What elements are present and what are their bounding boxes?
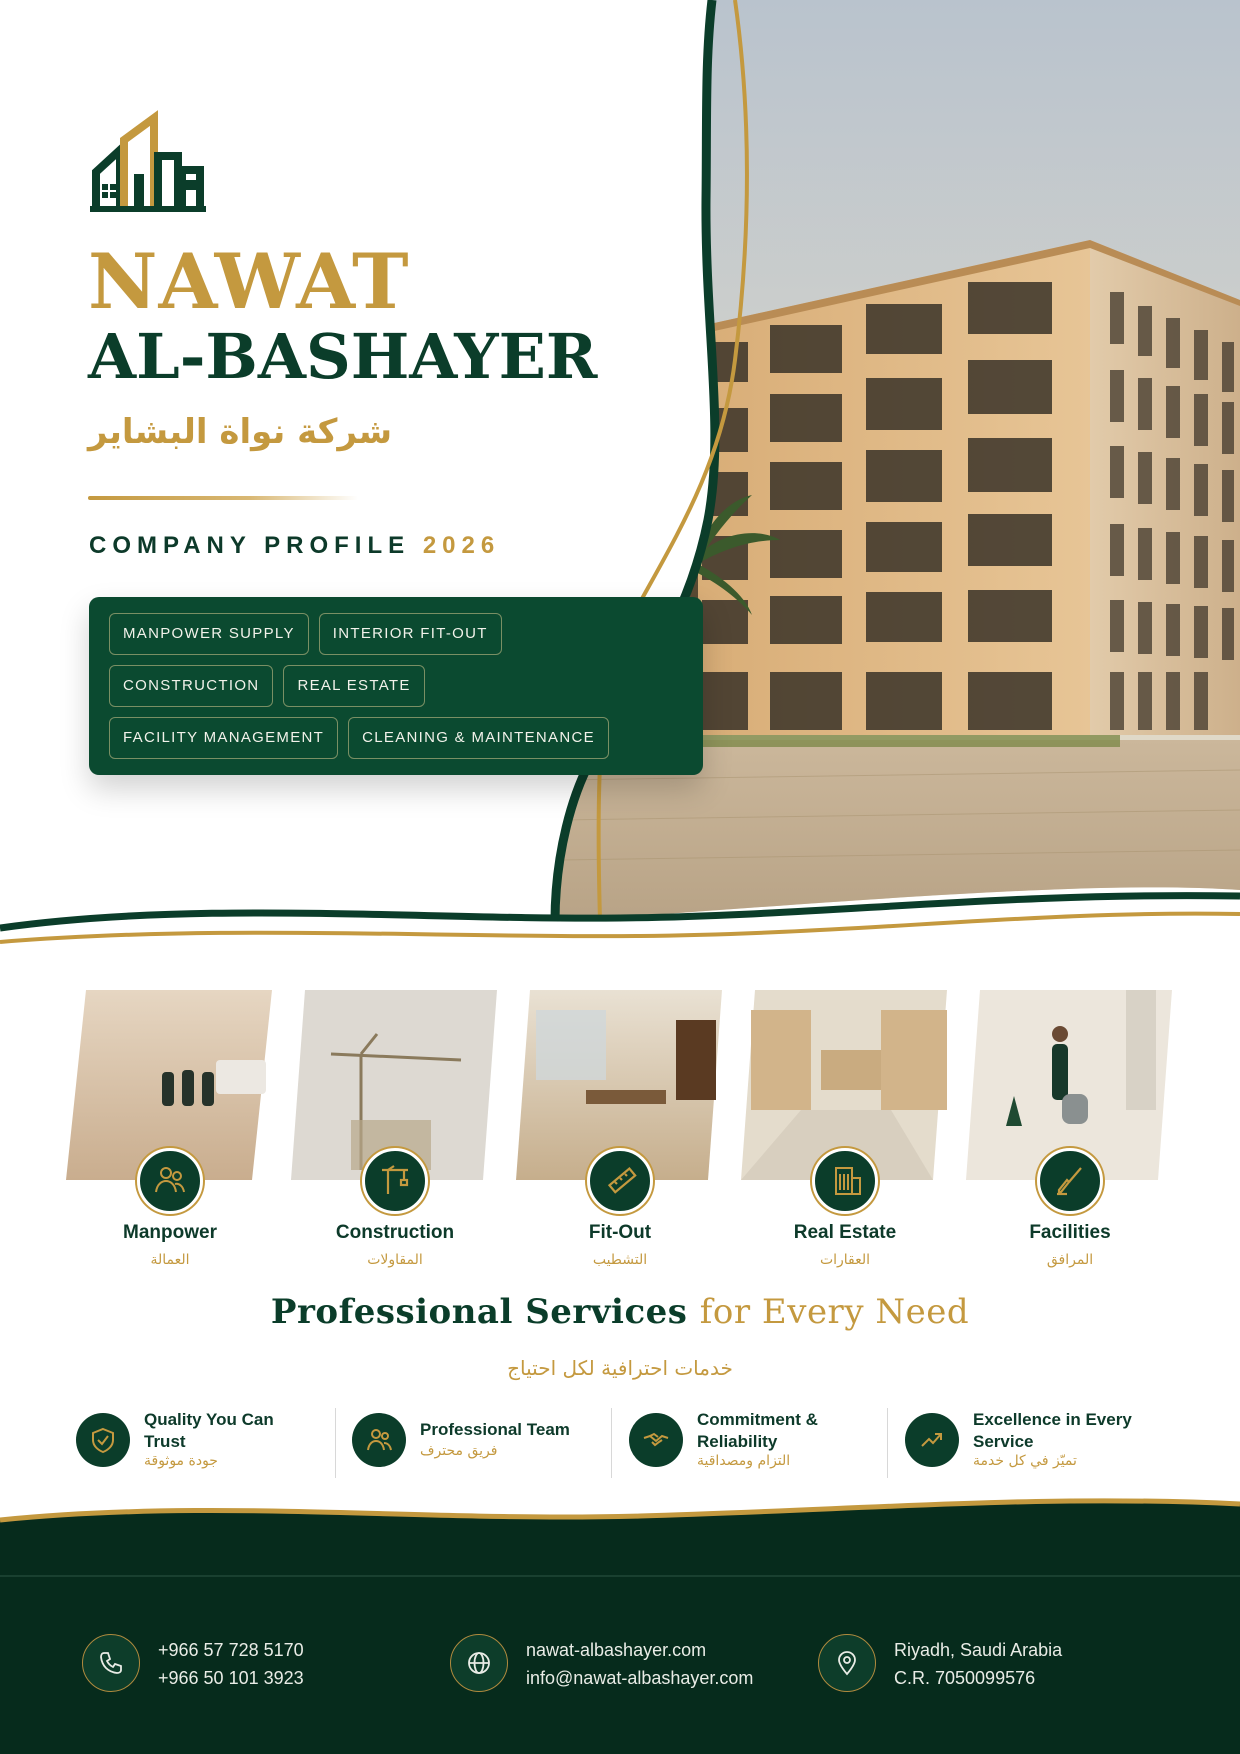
value-icon-circle: [629, 1413, 683, 1467]
brush-icon: [1053, 1164, 1087, 1198]
service-arabic: التشطيب: [592, 1252, 648, 1268]
service-name: Manpower: [123, 1222, 217, 1243]
profile-year: 2026: [422, 532, 501, 559]
value-divider: [335, 1408, 336, 1478]
globe-icon-circle: [450, 1634, 508, 1692]
tag-real-estate: REAL ESTATE: [283, 665, 424, 707]
headline-part1: Professional Services: [270, 1292, 688, 1332]
tag-facility-management: FACILITY MANAGEMENT: [109, 717, 338, 759]
value-divider: [611, 1408, 612, 1478]
service-name: Construction: [335, 1222, 455, 1243]
profile-label: COMPANY PROFILE: [89, 532, 411, 559]
value-item-commitment: [629, 1405, 879, 1479]
brand-name-line1: NAWAT: [88, 237, 410, 326]
company-logo: [90, 110, 206, 214]
website-link[interactable]: nawat-albashayer.com: [526, 1640, 707, 1660]
value-title-line2: Trust: [144, 1432, 186, 1451]
value-title: [144, 1409, 274, 1453]
workers-icon: [153, 1164, 187, 1198]
value-title: [973, 1409, 1132, 1453]
services-tags-card: [89, 597, 703, 775]
wave-divider: [0, 880, 1240, 960]
ruler-icon: [603, 1164, 637, 1198]
footer-background: [0, 1490, 1240, 1754]
location-icon-circle: [818, 1634, 876, 1692]
value-arabic: التزام ومصداقية: [697, 1453, 791, 1469]
location-pin-icon: [834, 1650, 860, 1676]
phone-icon-circle: [82, 1634, 140, 1692]
value-title: [697, 1409, 818, 1453]
phone-number-2[interactable]: +966 50 101 3923: [158, 1668, 304, 1688]
value-item-team: [352, 1405, 602, 1479]
value-title-line1: Quality You Can: [144, 1410, 274, 1429]
value-icon-circle: [76, 1413, 130, 1467]
service-name: Fit-Out: [588, 1222, 652, 1243]
service-badge-construction: [362, 1148, 428, 1214]
service-badge-facilities: [1037, 1148, 1103, 1214]
service-arabic: المقاولات: [367, 1252, 423, 1268]
phone-number-1[interactable]: +966 57 728 5170: [158, 1640, 304, 1660]
value-title-line2: Service: [973, 1432, 1034, 1451]
team-icon: [365, 1426, 393, 1454]
shield-check-icon: [89, 1426, 117, 1454]
value-title-line1: Professional Team: [420, 1420, 570, 1439]
value-arabic: فريق محترف: [420, 1443, 498, 1459]
tags-row: [109, 717, 683, 759]
handshake-icon: [642, 1426, 670, 1454]
value-item-excellence: [905, 1405, 1165, 1479]
commercial-registration: C.R. 7050099576: [894, 1668, 1036, 1688]
gold-divider: [88, 496, 358, 500]
headline-arabic: خدمات احترافية لكل احتياج: [507, 1356, 733, 1380]
trend-up-icon: [918, 1426, 946, 1454]
service-badge-fit-out: [587, 1148, 653, 1214]
value-arabic: تميّز في كل خدمة: [973, 1453, 1077, 1469]
value-title-line1: Commitment &: [697, 1410, 818, 1429]
value-title-line2: Reliability: [697, 1432, 778, 1451]
phone-icon: [98, 1650, 124, 1676]
service-badge-real-estate: [812, 1148, 878, 1214]
tag-manpower-supply: MANPOWER SUPPLY: [109, 613, 309, 655]
building-icon: [828, 1164, 862, 1198]
globe-icon: [466, 1650, 492, 1676]
value-divider: [887, 1408, 888, 1478]
value-arabic: جودة موثوقة: [144, 1453, 218, 1469]
value-title: [420, 1419, 570, 1441]
tags-row: [109, 613, 683, 655]
tags-row: [109, 665, 683, 707]
tag-cleaning-maintenance: CLEANING & MAINTENANCE: [348, 717, 609, 759]
crane-icon: [378, 1164, 412, 1198]
service-badge-manpower: [137, 1148, 203, 1214]
headline-part2: for Every Need: [699, 1292, 970, 1332]
service-name: Real Estate: [793, 1222, 897, 1243]
brand-name-line2: AL-BASHAYER: [88, 320, 598, 393]
service-name: Facilities: [1029, 1222, 1111, 1243]
value-icon-circle: [352, 1413, 406, 1467]
service-arabic: العمالة: [150, 1252, 190, 1268]
value-item-quality: [76, 1405, 326, 1479]
service-arabic: المرافق: [1046, 1252, 1094, 1268]
brand-name-arabic: شركة نواة البشاير: [88, 412, 393, 452]
value-icon-circle: [905, 1413, 959, 1467]
tag-interior-fit-out: INTERIOR FIT-OUT: [319, 613, 502, 655]
section-headline: [0, 1292, 1240, 1332]
service-arabic: العقارات: [819, 1252, 871, 1268]
tag-construction: CONSTRUCTION: [109, 665, 273, 707]
value-title-line1: Excellence in Every: [973, 1410, 1132, 1429]
profile-heading: [89, 532, 500, 560]
email-link[interactable]: info@nawat-albashayer.com: [526, 1668, 754, 1688]
location-text: Riyadh, Saudi Arabia: [894, 1640, 1063, 1660]
